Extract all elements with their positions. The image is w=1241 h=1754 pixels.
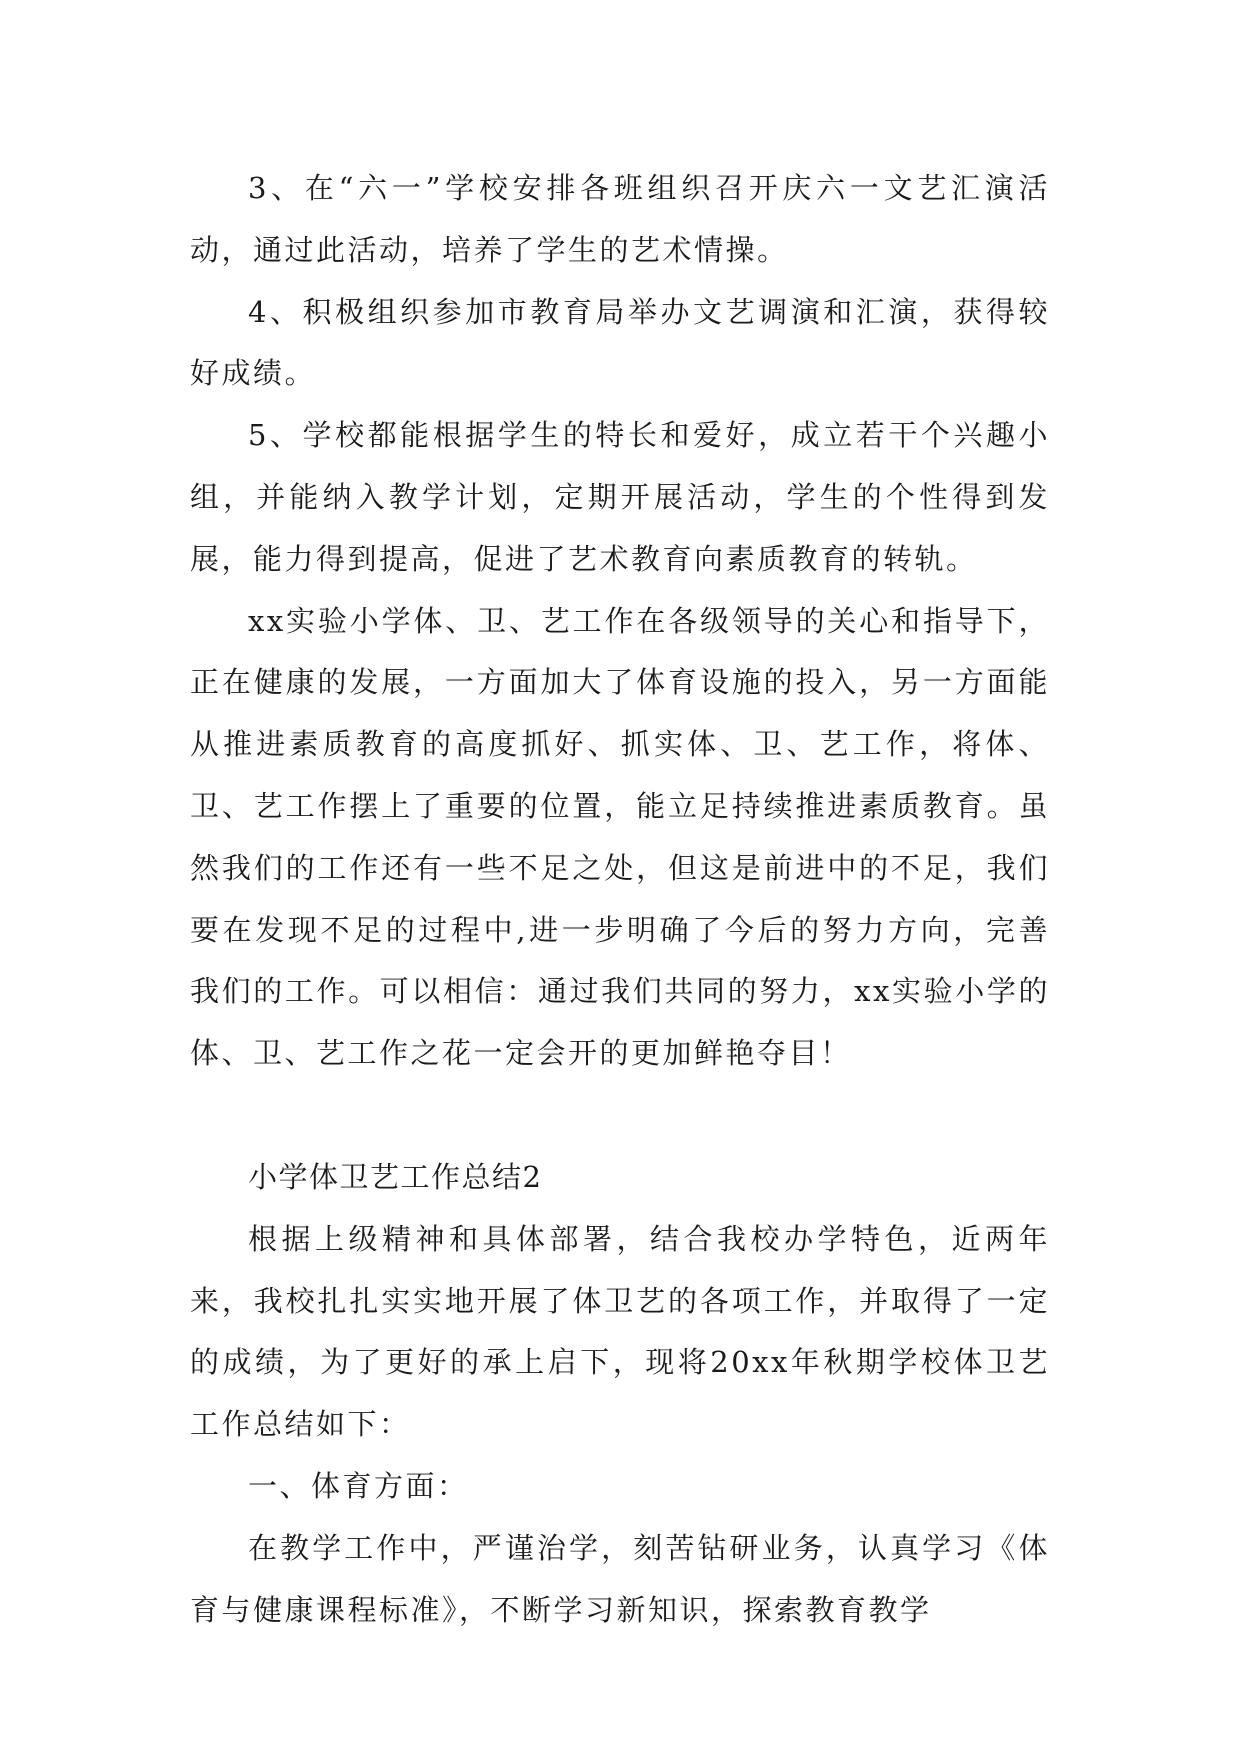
paragraph-item-4: 4、积极组织参加市教育局举办文艺调演和汇演，获得较好成绩。 xyxy=(190,294,1050,391)
paragraph-conclusion: xx实验小学体、卫、艺工作在各级领导的关心和指导下，正在健康的发展，一方面加大了体育设施的投入，另一方面能从推进素质教育的高度抓好、抓实体、卫、艺工作，将体、卫、艺工作摆上了重要的位置，能立足持续推进素质教育。虽然我们的工作还有一些不足之处，但这是前进中的不足，我们要在发现不足的过程中,进一步明确了今后的努力方向，完善我们的工作。可以相信：通过我们共同的努力，xx实验小学的体、卫、艺工作之花一定会开的更加鲜艳夺目！ xyxy=(190,603,1050,1071)
paragraph-teaching: 在教学工作中，严谨治学，刻苦钻研业务，认真学习《体育与健康课程标准》，不断学习新知识，探索教育教学 xyxy=(190,1530,1050,1627)
subheading-sports: 一、体育方面： xyxy=(248,1468,469,1503)
paragraph-item-3: 3、在“六一”学校安排各班组织召开庆六一文艺汇演活动，通过此活动，培养了学生的艺术情操。 xyxy=(190,171,1050,267)
document-page xyxy=(190,158,1050,1641)
paragraph-intro: 根据上级精神和具体部署，结合我校办学特色，近两年来，我校扎扎实实地开展了体卫艺的各项工作，并取得了一定的成绩，为了更好的承上启下，现将20xx年秋期学校体卫艺工作总结如下： xyxy=(190,1221,1050,1442)
section-title: 小学体卫艺工作总结2 xyxy=(248,1159,543,1194)
paragraph-item-5: 5、学校都能根据学生的特长和爱好，成立若干个兴趣小组，并能纳入教学计划，定期开展活动，学生的个性得到发展，能力得到提高，促进了艺术教育向素质教育的转轨。 xyxy=(190,418,1050,576)
section-gap xyxy=(190,1085,1050,1147)
